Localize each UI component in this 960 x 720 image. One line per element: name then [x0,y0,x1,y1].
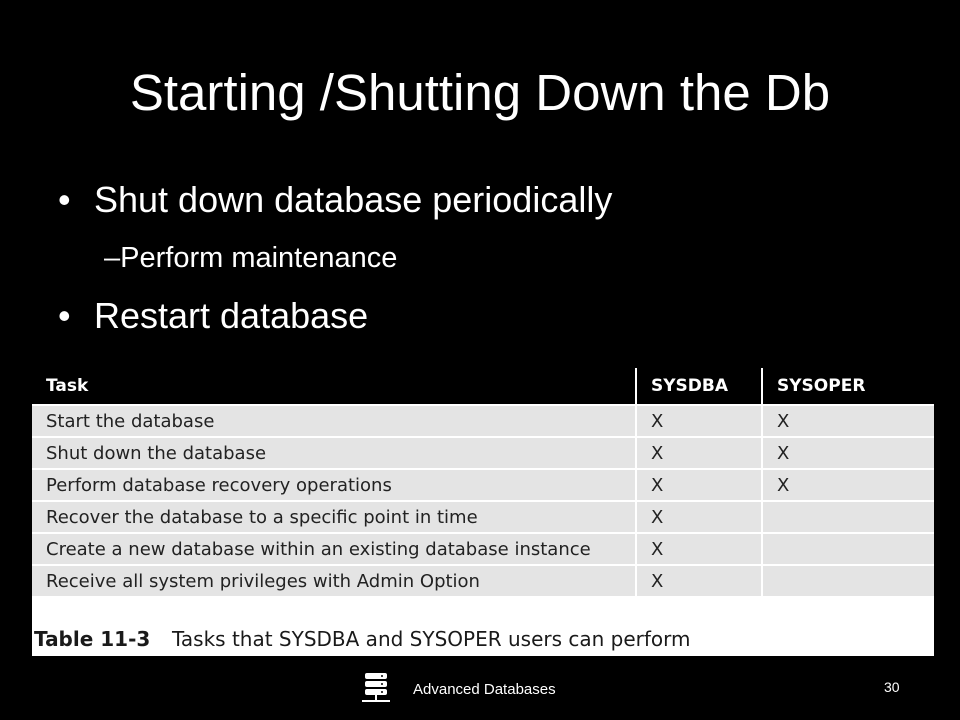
privileges-table [32,368,934,596]
bullet-item [58,178,612,222]
database-server-icon [362,672,390,704]
table-caption-number: Table 11-3 [34,627,151,651]
column-header-sysoper: SYSOPER [762,368,934,405]
bullet-text: Shut down database periodically [94,179,613,220]
sub-bullet-item [104,240,397,276]
bullet-marker: • [58,295,71,336]
table-header-row [32,368,934,405]
sysoper-cell [762,565,934,596]
bullet-text: Restart database [94,295,369,336]
task-cell: Perform database recovery operations [32,469,636,501]
bullet-item [58,294,368,338]
task-cell: Recover the database to a specific point in time [32,501,636,533]
task-cell: Shut down the database [32,437,636,469]
table-row [32,533,934,565]
sysdba-cell: X [636,501,762,533]
table-caption-text: Tasks that SYSDBA and SYSOPER users can perform [172,627,691,651]
slide-page-number: 30 [884,679,900,695]
slide-title: Starting /Shutting Down the Db [129,64,831,121]
sysoper-cell: X [762,405,934,437]
sysdba-cell: X [636,533,762,565]
sysdba-cell: X [636,469,762,501]
sysoper-cell [762,533,934,565]
sysoper-cell: X [762,437,934,469]
footer-course-name: Advanced Databases [413,681,556,698]
sub-bullet-text: Perform maintenance [120,242,398,274]
sysdba-cell: X [636,437,762,469]
task-cell: Receive all system privileges with Admin Option [32,565,636,596]
table-caption [32,623,934,656]
sysoper-cell [762,501,934,533]
sub-bullet-marker: – [104,242,121,274]
table-row [32,501,934,533]
table-row [32,405,934,437]
sysoper-cell: X [762,469,934,501]
table-row [32,437,934,469]
column-header-sysdba: SYSDBA [636,368,762,405]
privileges-table-figure [32,368,934,656]
sysdba-cell: X [636,565,762,596]
task-cell: Create a new database within an existing database instance [32,533,636,565]
sysdba-cell: X [636,405,762,437]
task-cell: Start the database [32,405,636,437]
table-row [32,565,934,596]
bullet-marker: • [58,179,71,220]
column-header-task: Task [32,368,636,405]
table-row [32,469,934,501]
